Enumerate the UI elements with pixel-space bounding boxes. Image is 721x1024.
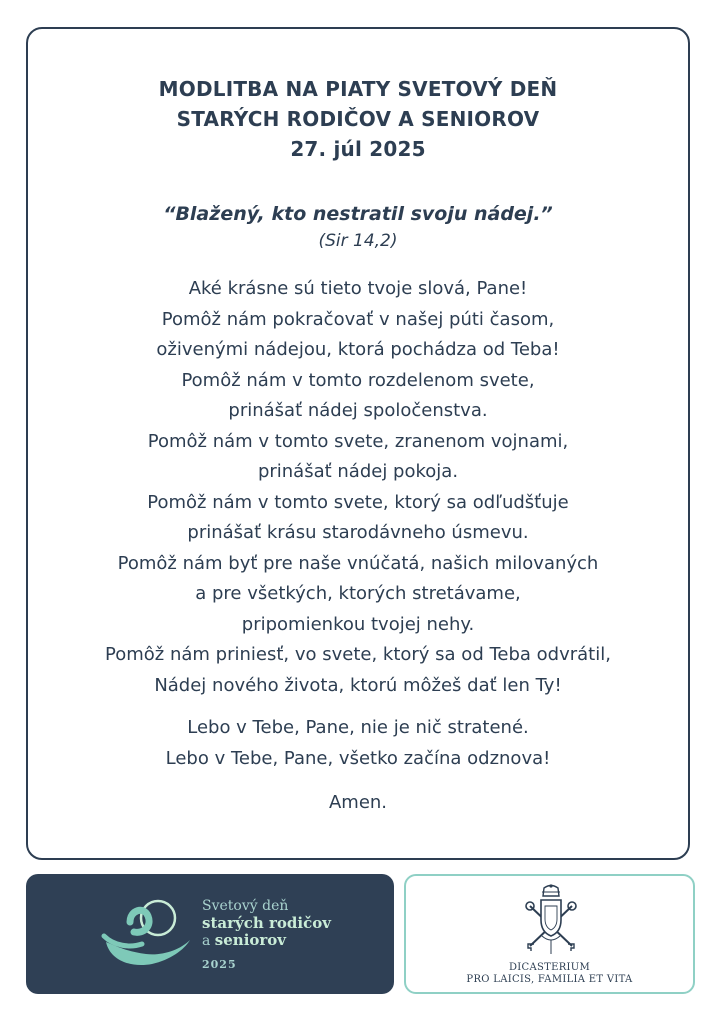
bible-quote: “Blažený, kto nestratil svoju nádej.”	[163, 203, 553, 225]
prayer-line: Pomôž nám byť pre naše vnúčatá, našich milovaných	[117, 552, 599, 574]
title-line: STARÝCH RODIČOV A SENIOROV	[176, 107, 540, 131]
event-line-word: seniorov	[214, 931, 287, 949]
event-logo-box	[26, 874, 394, 994]
dicastery-name	[406, 962, 693, 986]
title-date: 27. júl 2025	[290, 137, 426, 161]
prayer-title	[28, 74, 688, 164]
prayer-line: Pomôž nám v tomto svete, zranenom vojnami,	[147, 430, 569, 452]
title-line: MODLITBA NA PIATY SVETOVÝ DEŇ	[158, 77, 558, 101]
prayer-line: oživenými nádejou, ktorá pochádza od Teba!	[156, 339, 560, 360]
prayer-body	[28, 274, 688, 701]
prayer-card	[26, 27, 690, 860]
quote-source: (Sir 14,2)	[318, 231, 398, 251]
prayer-line: a pre všetkých, ktorých stretávame,	[195, 583, 521, 604]
prayer-closing	[28, 713, 688, 774]
papal-coat-of-arms-icon	[522, 884, 580, 958]
amen-text: Amen.	[328, 792, 388, 813]
event-line	[202, 932, 331, 950]
event-year: 2025	[202, 958, 237, 971]
prayer-line: Pomôž nám v tomto svete, ktorý sa odľudšťuje	[147, 491, 569, 513]
prayer-line: prinášať nádej pokoja.	[257, 461, 459, 482]
dicastery-line: DICASTERIUM	[508, 962, 591, 973]
dicastery-box	[404, 874, 695, 994]
event-line: Svetový deň	[202, 898, 289, 914]
event-line-prefix: a	[202, 933, 215, 949]
event-line: starých rodičov	[202, 914, 331, 932]
prayer-line: prinášať nádej spoločenstva.	[228, 400, 488, 421]
dicastery-line: PRO LAICIS, FAMILIA ET VITA	[466, 974, 633, 985]
grandparents-day-logo-icon	[100, 896, 196, 972]
prayer-line: pripomienkou tvojej nehy.	[241, 613, 475, 635]
event-logo-text	[202, 898, 331, 973]
prayer-line: Pomôž nám v tomto rozdelenom svete,	[181, 369, 535, 391]
closing-line: Lebo v Tebe, Pane, nie je nič stratené.	[187, 717, 529, 738]
prayer-line: prinášať krásu starodávneho úsmevu.	[187, 522, 529, 543]
prayer-line: Aké krásne sú tieto tvoje slová, Pane!	[188, 278, 528, 299]
prayer-line: Nádej nového života, ktorú môžeš dať len Ty!	[154, 674, 562, 696]
prayer-line: Pomôž nám pokračovať v našej púti časom,	[161, 308, 555, 330]
closing-line: Lebo v Tebe, Pane, všetko začína odznova!	[165, 747, 551, 769]
prayer-line: Pomôž nám priniesť, vo svete, ktorý sa od Teba odvrátil,	[105, 644, 611, 665]
